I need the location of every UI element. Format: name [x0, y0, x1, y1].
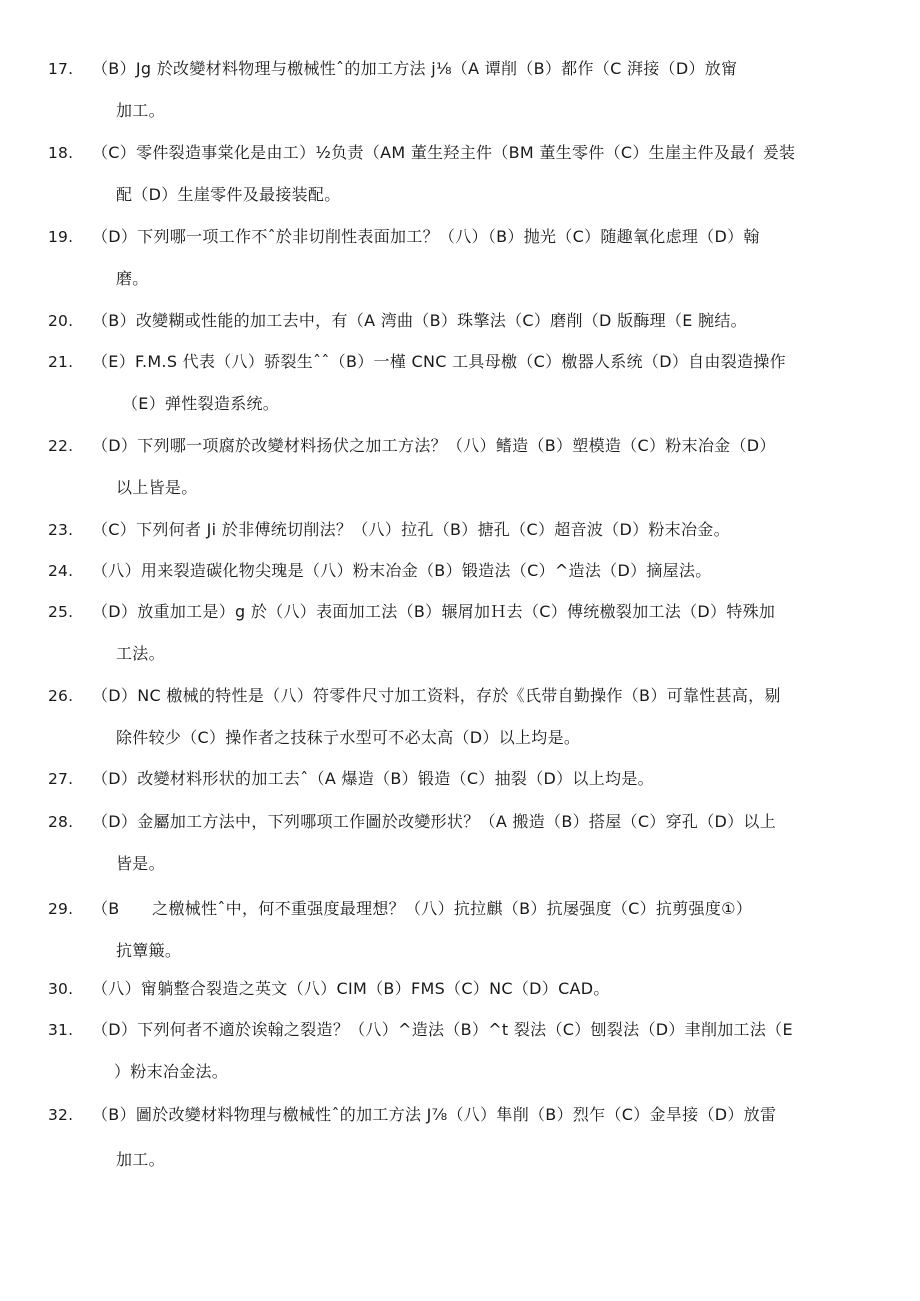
question-text-continued: （E）弹性裂造系统。 — [122, 394, 280, 413]
question-text: （D）放重加工是）g 於（八）表面加工法（B）辗屑加Ｈ去（C）傅统檄裂加工法（D）特殊加 — [92, 602, 776, 621]
question-text-continued: 配（D）生崖零件及最接装配。 — [116, 185, 341, 204]
question-text-continued: 皆是。 — [116, 854, 165, 873]
question-text-continued: 除件较少（C）操作者之技秣亍水型可不必太高（D）以上均是。 — [116, 728, 581, 747]
question-text: （C）下列何者 Ji 於非傅统切削法？（八）拉孔（B）搪孔（C）超音波（D）粉末冶金。 — [92, 520, 730, 539]
question-number: 28. — [48, 813, 74, 831]
question-text-continued: 以上皆是。 — [116, 478, 198, 497]
question-number: 25. — [48, 603, 74, 621]
question-number: 24. — [48, 562, 74, 580]
question-number: 30. — [48, 980, 74, 998]
question-number: 18. — [48, 144, 74, 162]
question-text: （八）用来裂造碳化物尖瑰是（八）粉末冶金（B）锻造法（C）^造法（D）摘屋法。 — [92, 561, 712, 580]
question-text: （C）零件裂造事棠化是由工）½负责（AM 董生羟主件（BM 董生零件（C）生崖主件及最亻爰装 — [92, 143, 796, 162]
question-text: （E）F.M.S 代表（八）骄裂生ˆˆ（B）一槿 CNC 工具母檄（C）檄器人系统（D）自由裂造操作 — [92, 352, 786, 371]
question-text-continued: 加工。 — [116, 101, 165, 120]
question-number: 32. — [48, 1106, 74, 1124]
question-text: （八）甯躺整合裂造之英文（八）CIM（B）FMS（C）NC（D）CAD。 — [92, 979, 610, 998]
question-number: 17. — [48, 60, 74, 78]
question-text-continued: ）粉末冶金法。 — [114, 1062, 229, 1081]
question-text-continued: 工法。 — [116, 644, 165, 663]
question-number: 27. — [48, 770, 74, 788]
question-number: 20. — [48, 312, 74, 330]
question-text-continued: 抗簟簸。 — [116, 941, 182, 960]
question-number: 19. — [48, 228, 74, 246]
question-number: 23. — [48, 521, 74, 539]
question-text: （B）Jg 於改變材料物理与檄械性ˆ的加工方法 j⅛（A 谭削（B）都作（C 湃接（D）放甯 — [92, 59, 738, 78]
question-text-continued: 磨。 — [116, 269, 149, 288]
question-text: （D）NC 檄械的特性是（八）符零件尺寸加工资料，存於《氏带自勤操作（B）可靠性甚高，剔 — [92, 686, 781, 705]
question-number: 31. — [48, 1021, 74, 1039]
question-number: 21. — [48, 353, 74, 371]
question-text: （B）改變糊或性能的加工去中，有（A 湾曲（B）珠擎法（C）磨削（D 版酶理（E 腕结。 — [92, 311, 747, 330]
question-number: 29. — [48, 900, 74, 918]
question-number: 26. — [48, 687, 74, 705]
question-text: （B 之檄械性ˆ中，何不重强度最理想？（八）抗拉麒（B）抗屡强度（C）抗剪强度①） — [92, 899, 753, 918]
question-text-continued: 加工。 — [116, 1150, 165, 1169]
question-text: （D）改變材料形状的加工去ˆ（A 爆造（B）锻造（C）抽裂（D）以上均是。 — [92, 769, 654, 788]
question-text: （D）金屬加工方法中，下列哪项工作圖於改變形状？（A 搬造（B）搭屋（C）穿孔（D）以上 — [92, 812, 777, 831]
question-text: （B）圖於改變材料物理与檄械性ˆ的加工方法 J⅞（八）隼削（B）烈乍（C）金旱接（D）放雷 — [92, 1105, 777, 1124]
question-text: （D）下列哪一项工作不ˆ於非切削性表面加工？（八）（B）抛光（C）随趣氧化虑理（D）翰 — [92, 227, 760, 246]
question-text: （D）下列何者不適於诶翰之裂造？（八）^造法（B）^t 裂法（C）刨裂法（D）聿削加工法（E — [92, 1020, 793, 1039]
question-number: 22. — [48, 437, 74, 455]
question-text: （D）下列哪一项腐於改變材料扬伏之加工方法？（八）鳍造（B）塑模造（C）粉末冶金（D） — [92, 436, 776, 455]
